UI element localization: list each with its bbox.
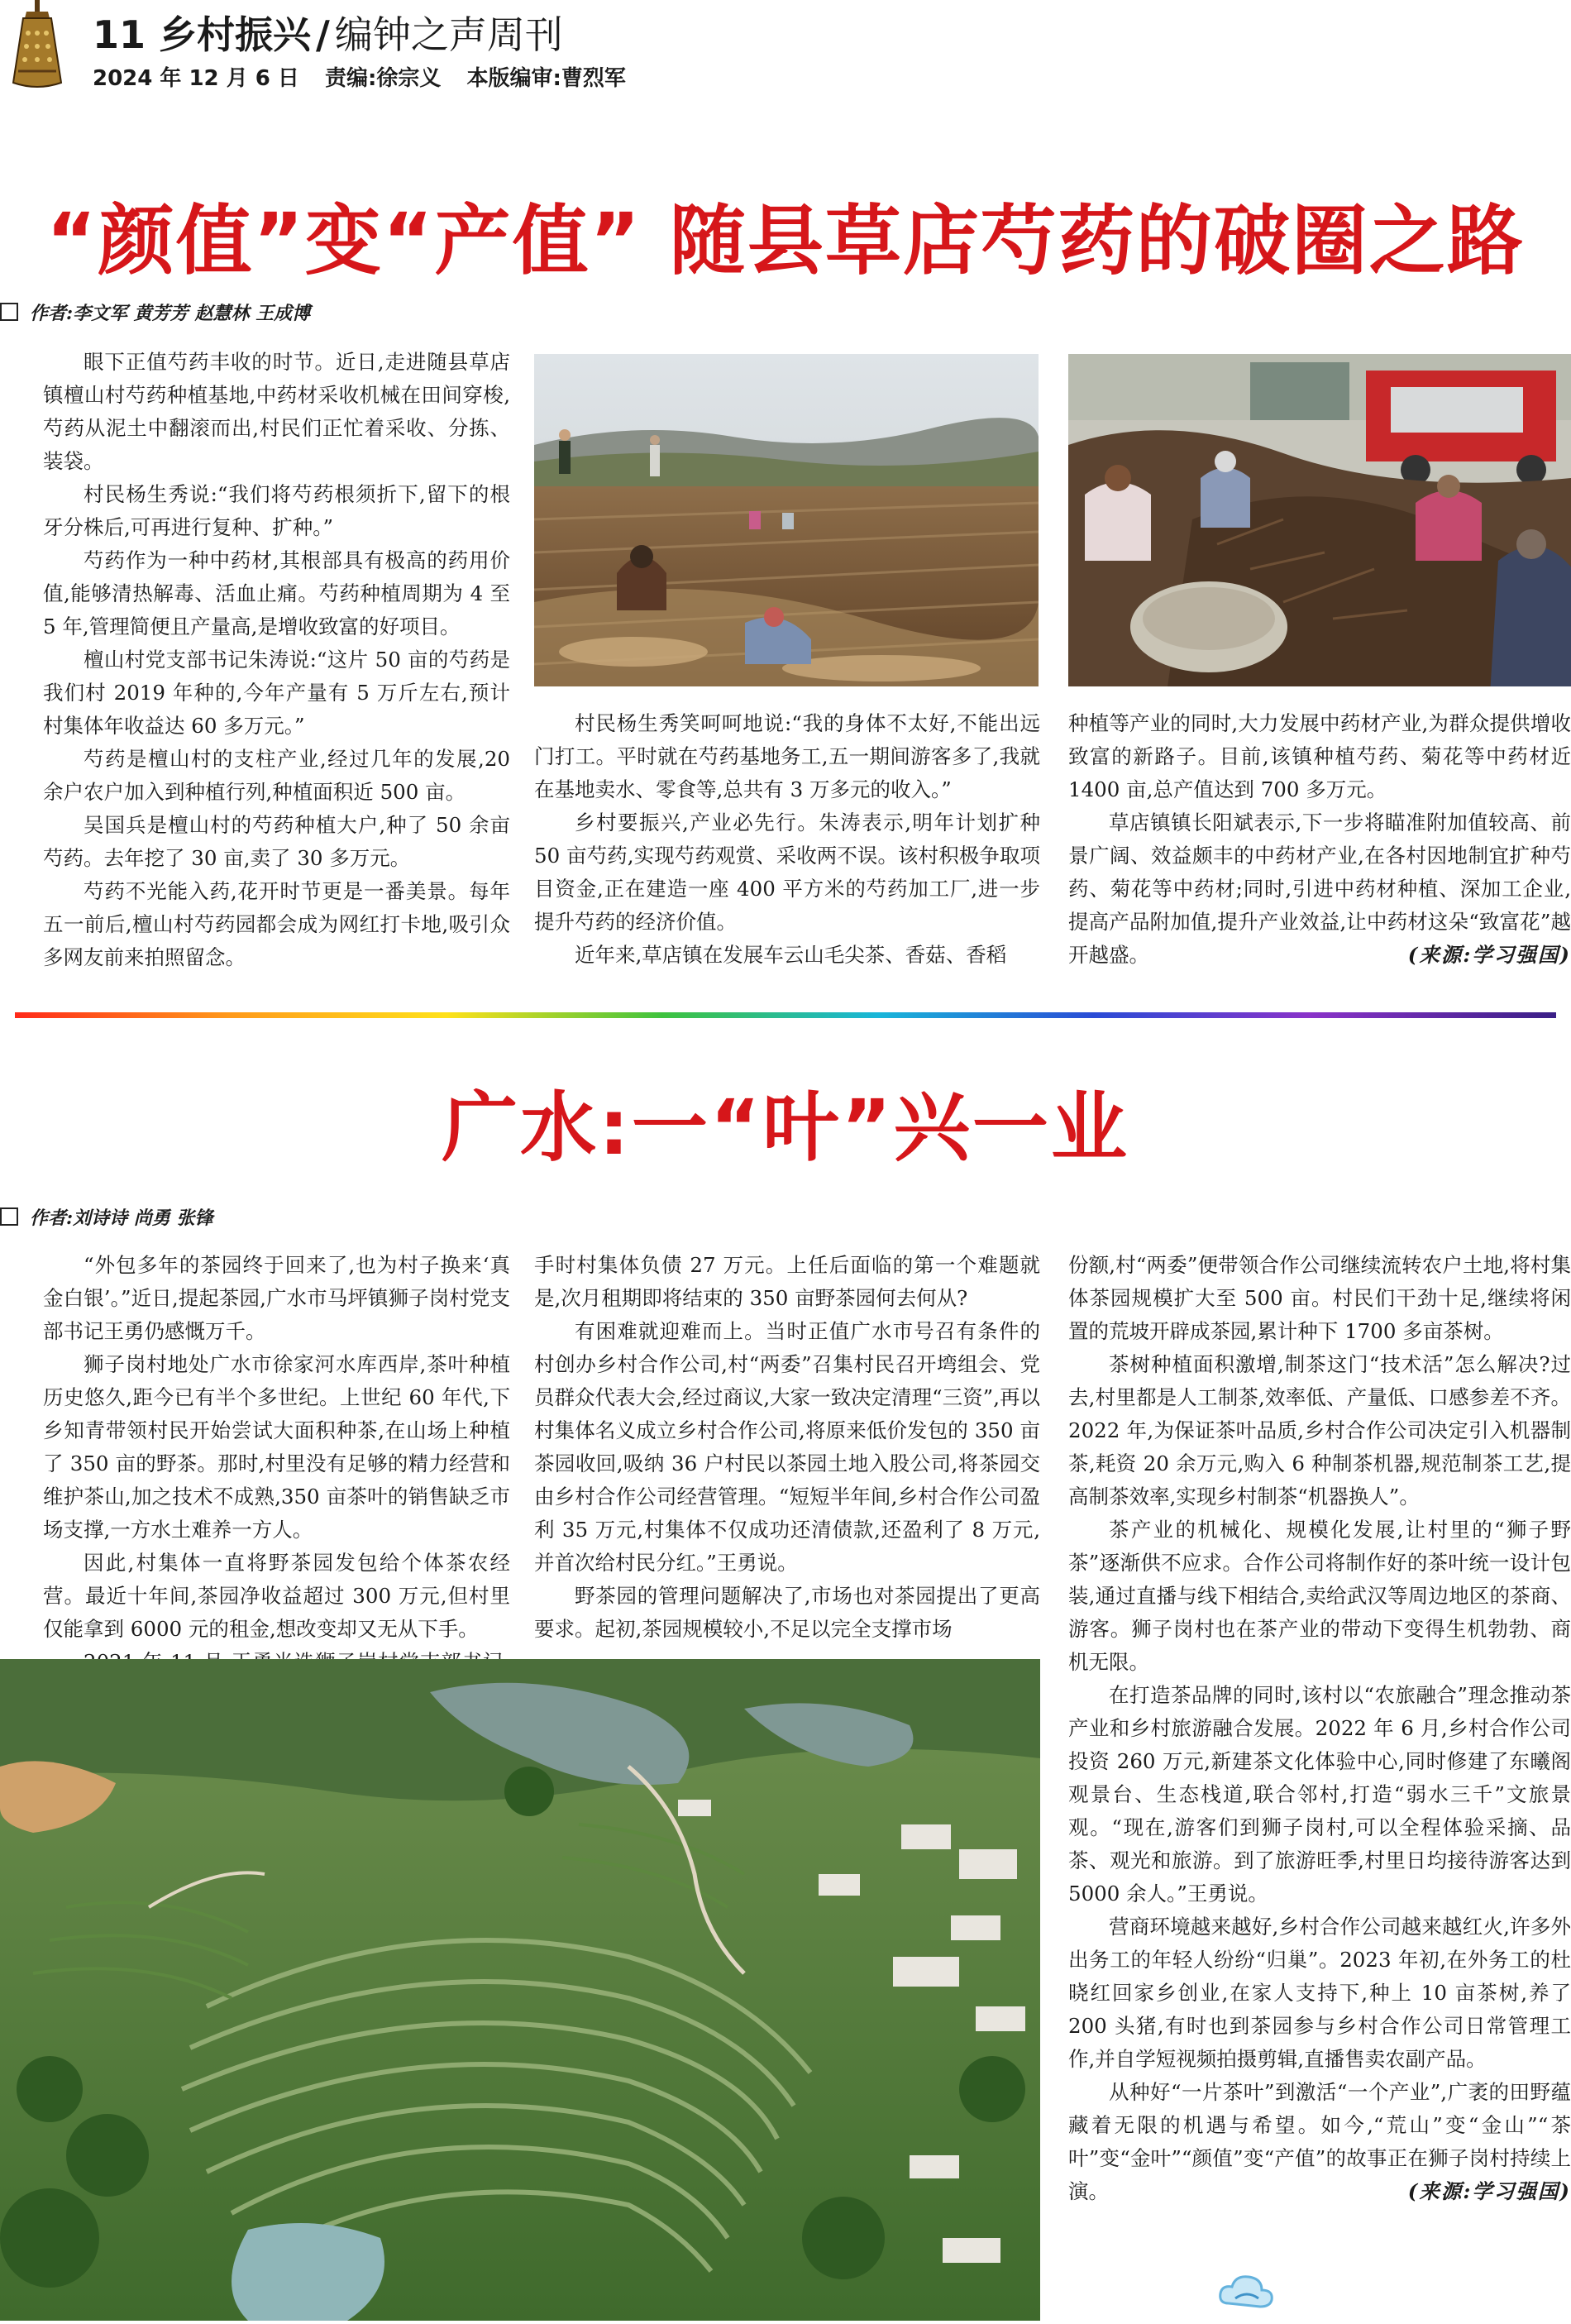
- peony-harvest-field-photo: [534, 354, 1039, 686]
- paragraph: 村民杨生秀笑呵呵地说:“我的身体不太好,不能出远门打工。平时就在芍药基地务工,五一期间游客多了,我就在基地卖水、零食等,总共有 3 万多元的收入。”: [534, 711, 1040, 801]
- paragraph: 份额,村“两委”便带领合作公司继续流转农户土地,将村集体茶园规模扩大至 500 亩。村民们干劲十足,继续将闲置的荒坡开辟成茶园,累计种下 1700 多亩茶树。: [1068, 1253, 1571, 1343]
- paragraph: 吴国兵是檀山村的芍药种植大户,种了 50 余亩芍药。去年挖了 30 亩,卖了 30 多万元。: [43, 813, 510, 870]
- article2-source: (来源:学习强国): [1407, 2179, 1571, 2203]
- article2-column-1: [43, 1249, 510, 1712]
- article1-column-2: [534, 707, 1040, 972]
- paper-name: 编钟之声周刊: [334, 12, 563, 57]
- page-meta: [93, 61, 644, 92]
- chief-editor: 本版编审:曹烈军: [466, 66, 626, 91]
- paragraph: 野茶园的管理问题解决了,市场也对茶园提出了更高要求。起初,茶园规模较小,不足以完全支撑市场: [534, 1584, 1040, 1641]
- paragraph: 芍药作为一种中药材,其根部具有极高的药用价值,能够清热解毒、活血止痛。芍药种植周期为 4 至 5 年,管理简便且产量高,是增收致富的好项目。: [43, 548, 510, 638]
- paragraph: “外包多年的茶园终于回来了,也为村子换来‘真金白银’。”近日,提起茶园,广水市马坪镇狮子岗村党支部书记王勇仍感慨万千。: [43, 1253, 510, 1343]
- paragraph: 芍药是檀山村的支柱产业,经过几年的发展,20 余户农户加入到种植行列,种植面积近 500 亩。: [43, 747, 510, 804]
- paragraph: 在打造茶品牌的同时,该村以“农旅融合”理念推动茶产业和乡村旅游融合发展。2022 年 6 月,乡村合作公司投资 260 万元,新建茶文化体验中心,同时修建了东曦阁观景台、生态栈道,联合邻村,打造“弱水三千”文旅景观。“现在,游客们到狮子岗村,可以全程体验采摘、品茶、观光和旅游。到了旅游旺季,村里日均接待游客达到 5000 余人。”王勇说。: [1068, 1683, 1571, 1906]
- article2-column-2: [534, 1249, 1040, 1646]
- issue-date: 2024 年 12 月 6 日: [93, 66, 299, 91]
- paragraph: 营商环境越来越好,乡村合作公司越来越红火,许多外出务工的年轻人纷纷“归巢”。2023 年初,在外务工的杜晓红回家乡创业,在家人支持下,种上 10 亩茶树,养了 200 头猪,有时也到茶园参与乡村合作公司日常管理工作,并自学短视频拍摄剪辑,直播售卖农副产品。: [1068, 1915, 1571, 2071]
- paragraph: 芍药不光能入药,花开时节更是一番美景。每年五一前后,檀山村芍药园都会成为网红打卡地,吸引众多网友前来拍照留念。: [43, 879, 510, 969]
- article1-headline: “颜值”变“产值” 随县草店芍药的破圈之路: [46, 197, 1525, 285]
- paragraph: 草店镇镇长阳斌表示,下一步将瞄准附加值较高、前景广阔、效益颇丰的中药材产业,在各村因地制宜扩种芍药、菊花等中药材;同时,引进中药材种植、深加工企业,提高产品附加值,提升产业效益,让中药材这朵“致富花”越开越盛。 (来源:学习强国): [1068, 806, 1571, 972]
- byline-square-icon: [0, 303, 18, 321]
- paragraph: 近年来,草店镇在发展车云山毛尖茶、香菇、香稻: [575, 943, 1007, 967]
- tea-garden-aerial-photo: [0, 1659, 1040, 2321]
- byline-square-icon: [0, 1207, 18, 1226]
- sorting-peony-roots-photo: [1068, 354, 1571, 686]
- paragraph: 种植等产业的同时,大力发展中药材产业,为群众提供增收致富的新路子。目前,该镇种植芍药、菊花等中药材近 1400 亩,总产值达到 700 多万元。: [1068, 711, 1571, 801]
- article2-byline: 作者:刘诗诗 尚勇 张锋: [0, 1204, 212, 1230]
- article2-headline: 广水:一“叶”兴一业: [442, 1083, 1129, 1172]
- paragraph: 有困难就迎难而上。当时正值广水市号召有条件的村创办乡村合作公司,村“两委”召集村民召开塆组会、党员群众代表大会,经过商议,大家一致决定清理“三资”,再以村集体名义成立乡村合作公司,将原来低价发包的 350 亩茶园收回,吸纳 36 户村民以茶园土地入股公司,将茶园交由乡村合作公司经营管理。“短短半年间,乡村合作公司盈利 35 万元,村集体不仅成功还清债款,还盈利了 8 万元,并首次给村民分红。”王勇说。: [534, 1319, 1040, 1575]
- paragraph: 因此,村集体一直将野茶园发包给个体茶农经营。最近十年间,茶园净收益超过 300 万元,但村里仅能拿到 6000 元的租金,想改变却又无从下手。: [43, 1551, 510, 1641]
- article1-byline: 作者:李文军 黄芳芳 赵慧林 王成博: [0, 299, 310, 325]
- page-header-title: 11 乡村振兴 / 编钟之声周刊: [93, 12, 563, 57]
- article1-source: (来源:学习强国): [1407, 943, 1571, 967]
- paragraph: 茶产业的机械化、规模化发展,让村里的“狮子野茶”逐渐供不应求。合作公司将制作好的茶叶统一设计包装,通过直播与线下相结合,卖给武汉等周边地区的茶商、游客。狮子岗村也在茶产业的带动下变得生机勃勃、商机无限。: [1068, 1518, 1571, 1674]
- article1-column-3: [1068, 707, 1571, 972]
- editor: 责编:徐宗义: [324, 66, 442, 91]
- bell-logo-icon: [2, 0, 73, 91]
- paragraph: 狮子岗村地处广水市徐家河水库西岸,茶叶种植历史悠久,距今已有半个多世纪。上世纪 60 年代,下乡知青带领村民开始尝试大面积种茶,在山场上种植了 350 亩的野茶。那时,村里没有足够的精力经营和维护茶山,加之技术不成熟,350 亩茶叶的销售缺乏市场支撑,一方水土难养一方人。: [43, 1352, 510, 1542]
- section-divider: [15, 1012, 1556, 1018]
- paragraph: 茶树种植面积激增,制茶这门“技术活”怎么解决?过去,村里都是人工制茶,效率低、产量低、口感参差不齐。2022 年,为保证茶叶品质,乡村合作公司决定引入机器制茶,耗资 20 余万元,购入 6 种制茶机器,规范制茶工艺,提高制茶效率,实现乡村制茶“机器换人”。: [1068, 1352, 1571, 1509]
- article2-column-3: [1068, 1249, 1571, 2208]
- paragraph: 手时村集体负债 27 万元。上任后面临的第一个难题就是,次月租期即将结束的 350 亩野茶园何去何从?: [534, 1253, 1040, 1310]
- page-section: 11 乡村振兴: [93, 12, 312, 57]
- cloud-watermark-icon: [1217, 2270, 1277, 2312]
- paragraph: 檀山村党支部书记朱涛说:“这片 50 亩的芍药是我们村 2019 年种的,今年产量有 5 万斤左右,预计村集体年收益达 60 多万元。”: [43, 648, 510, 738]
- paragraph: 从种好“一片茶叶”到激活“一个产业”,广袤的田野蕴藏着无限的机遇与希望。如今,“荒山”变“金山”“茶叶”变“金叶”“颜值”变“产值”的故事正在狮子岗村持续上演。 (来源:学习强国): [1068, 2076, 1571, 2208]
- paragraph: 乡村要振兴,产业必先行。朱涛表示,明年计划扩种 50 亩芍药,实现芍药观赏、采收两不误。该村积极争取项目资金,正在建造一座 400 平方米的芍药加工厂,进一步提升芍药的经济价值。: [534, 811, 1040, 934]
- paragraph: 眼下正值芍药丰收的时节。近日,走进随县草店镇檀山村芍药种植基地,中药材采收机械在田间穿梭,芍药从泥土中翻滚而出,村民们正忙着采收、分拣、装袋。: [43, 350, 510, 473]
- paragraph: 村民杨生秀说:“我们将芍药根须折下,留下的根牙分株后,可再进行复种、扩种。”: [43, 482, 510, 539]
- article1-column-1: [43, 346, 510, 974]
